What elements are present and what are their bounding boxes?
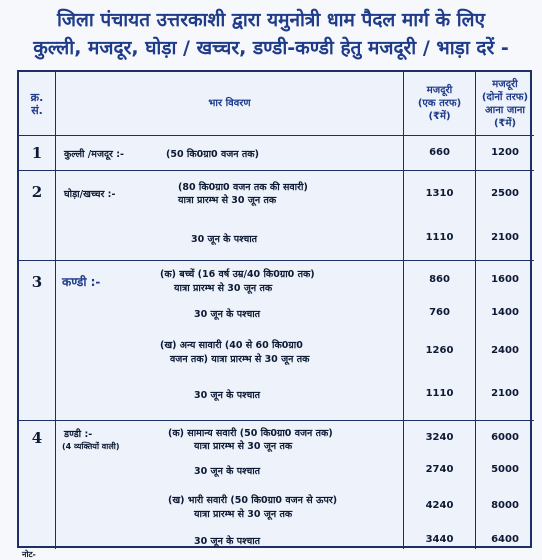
row3-two-way bbox=[476, 261, 534, 421]
row2-one-way-1: 1310 bbox=[425, 188, 454, 199]
row4-a-two-way-1: 6000 bbox=[491, 432, 519, 443]
header-two-way-line1: मजदूरी bbox=[492, 78, 518, 90]
row4-b-line1: (ख) भारी सवारी (50 कि0ग्रा0 वजन से ऊपर) bbox=[168, 495, 338, 506]
header-one-way bbox=[404, 72, 476, 136]
row2-serial bbox=[19, 171, 56, 261]
row3-a-one-way-2: 760 bbox=[429, 307, 450, 318]
row3-b-one-way-2: 1110 bbox=[425, 388, 454, 399]
header-sn-line2: सं. bbox=[31, 103, 43, 117]
row1-one-way-value: 660 bbox=[429, 147, 450, 158]
row1-one-way bbox=[404, 136, 476, 171]
row4-sublabel: (4 व्यक्तियों वाली) bbox=[62, 442, 120, 451]
row1-two-way bbox=[476, 136, 534, 171]
row4-one-way bbox=[404, 421, 476, 549]
row4-b-one-way-1: 4240 bbox=[425, 500, 454, 511]
row2-one-way-2: 1110 bbox=[425, 232, 454, 243]
row4-b-two-way-2: 6400 bbox=[491, 534, 519, 545]
row3-b-two-way-1: 2400 bbox=[491, 345, 519, 356]
row4-serial bbox=[19, 421, 56, 549]
row3-one-way bbox=[404, 261, 476, 421]
row4-details bbox=[56, 421, 404, 549]
row4-a-line3: 30 जून के पश्चात bbox=[194, 466, 261, 477]
row4-sn: 4 bbox=[31, 429, 43, 447]
header-sn-line1: क्र. bbox=[30, 90, 44, 104]
row3-a-two-way-2: 1400 bbox=[491, 307, 519, 318]
row1-label: कुल्ली /मजदूर :- bbox=[64, 149, 124, 160]
row4-a-line2: यात्रा प्रारम्भ से 30 जून तक bbox=[194, 441, 293, 452]
header-one-way-line2: (एक तरफ) bbox=[417, 98, 462, 109]
row3-a-line2: यात्रा प्रारम्भ से 30 जून तक bbox=[174, 283, 273, 294]
row2-one-way bbox=[404, 171, 476, 261]
row4-a-one-way-2: 2740 bbox=[425, 464, 454, 475]
header-one-way-line3: (₹में) bbox=[428, 111, 451, 122]
row4-label: डण्डी :- bbox=[64, 429, 93, 440]
row1-details bbox=[56, 136, 404, 171]
rate-table bbox=[17, 70, 532, 548]
row1-sn: 1 bbox=[31, 144, 43, 162]
row3-serial bbox=[19, 261, 56, 421]
row1-serial bbox=[19, 136, 56, 171]
header-details-label: भार विवरण bbox=[208, 98, 251, 109]
row1-two-way-value: 1200 bbox=[491, 147, 519, 158]
row2-two-way-2: 2100 bbox=[491, 232, 519, 243]
row3-b-line1: (ख) अन्य सावारी (40 से 60 कि0ग्रा0 bbox=[160, 340, 303, 351]
header-two-way-line3: आना जाना bbox=[485, 104, 525, 116]
row2-two-way-1: 2500 bbox=[491, 188, 519, 199]
row3-label: कण्डी :- bbox=[62, 275, 101, 289]
header-one-way-line1: मजदूरी bbox=[426, 85, 453, 96]
header-serial-number bbox=[19, 72, 56, 136]
row4-a-line1: (क) सामान्य सवारी (50 कि0ग्रा0 वजन तक) bbox=[168, 428, 333, 439]
row4-b-line3: 30 जून के पश्चात bbox=[194, 536, 261, 547]
row2-line2: यात्रा प्रारम्भ से 30 जून तक bbox=[178, 195, 277, 206]
row2-details bbox=[56, 171, 404, 261]
row4-two-way bbox=[476, 421, 534, 549]
header-details bbox=[56, 72, 404, 136]
row3-details bbox=[56, 261, 404, 421]
row3-a-line1: (क) बच्चें (16 वर्ष उम्र/40 कि0ग्रा0 तक) bbox=[160, 269, 315, 280]
row4-a-one-way-1: 3240 bbox=[425, 432, 454, 443]
header-two-way-line2: (दोनों तरफ) bbox=[481, 91, 529, 103]
row4-a-two-way-2: 5000 bbox=[491, 464, 519, 475]
row3-a-two-way-1: 1600 bbox=[491, 274, 519, 285]
row4-b-line2: यात्रा प्रारम्भ से 30 जून तक bbox=[194, 509, 293, 520]
row2-line1: (80 कि0ग्रा0 वजन तक की सवारी) bbox=[178, 182, 308, 193]
page-subtitle: कुल्ली, मजदूर, घोड़ा / खच्चर, डण्डी-कण्डी हेतु मजदूरी / भाड़ा दरें - bbox=[33, 37, 509, 59]
row2-label: घोड़ा/खच्चर :- bbox=[64, 189, 116, 200]
row3-b-line2: वजन तक) यात्रा प्रारम्भ से 30 जून तक bbox=[170, 354, 310, 365]
row3-a-one-way-1: 860 bbox=[429, 274, 450, 285]
row3-b-line3: 30 जून के पश्चात bbox=[194, 390, 261, 401]
row1-desc: (50 कि0ग्रा0 वजन तक) bbox=[166, 149, 259, 160]
header-two-way-line4: (₹में) bbox=[493, 117, 517, 129]
note-label: नोट- bbox=[22, 550, 36, 559]
row4-b-one-way-2: 3440 bbox=[425, 534, 454, 545]
row2-two-way bbox=[476, 171, 534, 261]
page-title: जिला पंचायत उत्तरकाशी द्वारा यमुनोत्री धाम पैदल मार्ग के लिए bbox=[56, 9, 486, 31]
row3-sn: 3 bbox=[31, 273, 43, 291]
row2-line3: 30 जून के पश्चात bbox=[191, 234, 258, 245]
row3-b-two-way-2: 2100 bbox=[491, 388, 519, 399]
row4-b-two-way-1: 8000 bbox=[491, 500, 519, 511]
header-two-way bbox=[476, 72, 534, 136]
row3-a-line3: 30 जून के पश्चात bbox=[194, 309, 261, 320]
row3-b-one-way-1: 1260 bbox=[425, 345, 454, 356]
row2-sn: 2 bbox=[31, 183, 43, 201]
